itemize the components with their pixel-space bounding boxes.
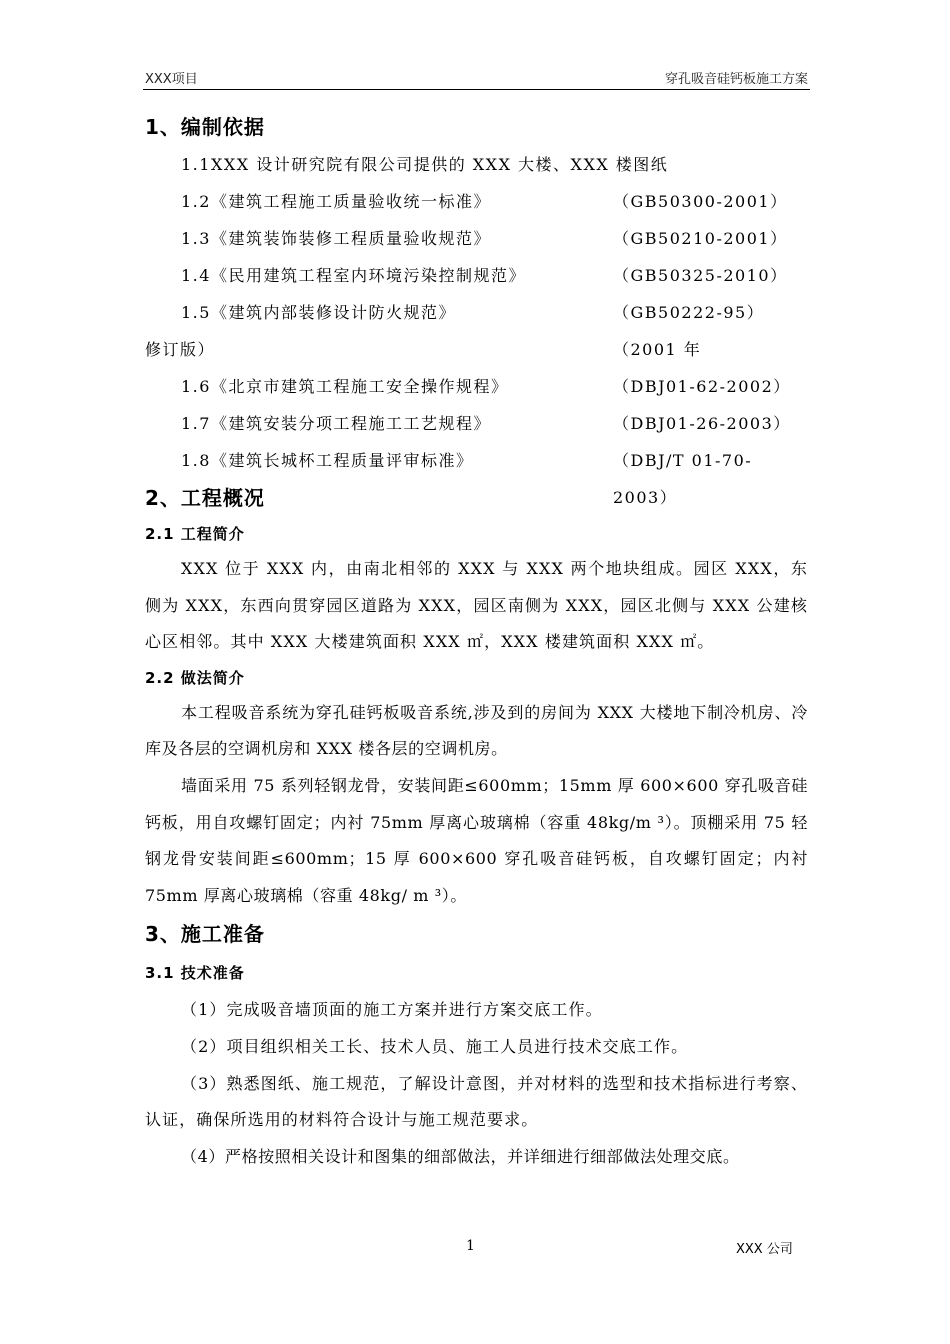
basis-item-code: （GB50210-2001） xyxy=(613,229,788,248)
basis-item-text: 1.7《建筑安装分项工程施工工艺规程》 xyxy=(181,414,491,433)
section-3-title: 3、施工准备 xyxy=(145,922,265,947)
basis-item-1: 1.1XXX 设计研究院有限公司提供的 XXX 大楼、XXX 楼图纸 xyxy=(181,155,669,174)
basis-item-code: （DBJ01-62-2002） xyxy=(613,377,791,396)
project-intro-paragraph: XXX 位于 XXX 内，由南北相邻的 XXX 与 XXX 两个地块组成。园区 XXX，东侧为 XXX，东西向贯穿园区道路为 XXX，园区南侧为 XXX，园区北侧与 XXX 公建核心区相邻。其中 XXX 大楼建筑面积 XXX ㎡，XXX 楼建筑面积 XXX ㎡。 xyxy=(145,559,808,652)
basis-item-text: 1.2《建筑工程施工质量验收统一标准》 xyxy=(181,192,491,211)
basis-item-4 xyxy=(145,257,808,294)
page-body xyxy=(145,108,808,1175)
basis-item-code: （DBJ/T 01-70-2003） xyxy=(613,451,753,507)
tech-prep-item-1: （1）完成吸音墙顶面的施工方案并进行方案交底工作。 xyxy=(181,1000,603,1020)
footer-company: XXX 公司 xyxy=(736,1242,793,1257)
basis-item-text: 1.6《北京市建筑工程施工安全操作规程》 xyxy=(181,377,509,396)
basis-item-text: 1.3《建筑装饰装修工程质量验收规范》 xyxy=(181,229,491,248)
basis-item-2 xyxy=(145,183,808,220)
tech-prep-item-2: （2）项目组织相关工长、技术人员、施工人员进行技术交底工作。 xyxy=(181,1036,689,1056)
basis-item-5-continued: 修订版） xyxy=(145,340,216,359)
page-number: 1 xyxy=(466,1238,475,1254)
method-paragraph-2: 墙面采用 75 系列轻钢龙骨，安装间距≤600mm；15mm 厚 600×600 穿孔吸音硅钙板，用自攻螺钉固定；内衬 75mm 厚离心玻璃棉（容重 48kg/m ³）。顶棚采用 75 轻钢龙骨安装间距≤600mm；15 厚 600×600 穿孔吸音硅钙板，自攻螺钉固定；内衬 75mm 厚离心玻璃棉（容重 48kg/ m ³）。 xyxy=(145,775,808,905)
section-2-title: 2、工程概况 xyxy=(145,486,265,510)
subsection-3-1-title: 3.1 技术准备 xyxy=(145,964,245,983)
basis-item-text: 1.4《民用建筑工程室内环境污染控制规范》 xyxy=(181,266,526,285)
subsection-2-1-title: 2.1 工程简介 xyxy=(145,525,245,543)
tech-prep-item-3: （3）熟悉图纸、施工规范，了解设计意图，并对材料的选型和技术指标进行考察、认证，确保所选用的材料符合设计与施工规范要求。 xyxy=(145,1073,808,1130)
header-doc-title: 穿孔吸音硅钙板施工方案 xyxy=(664,72,808,87)
section-1-title: 1、编制依据 xyxy=(145,115,265,139)
header-project: XXX项目 xyxy=(145,72,198,87)
header-rule xyxy=(143,89,810,90)
basis-item-text: 1.8《建筑长城杯工程质量评审标准》 xyxy=(181,451,474,470)
basis-item-code: （GB50325-2010） xyxy=(613,266,788,285)
method-paragraph-1: 本工程吸音系统为穿孔硅钙板吸音系统,涉及到的房间为 XXX 大楼地下制冷机房、冷库及各层的空调机房和 XXX 楼各层的空调机房。 xyxy=(145,702,808,759)
basis-item-6 xyxy=(145,368,808,405)
basis-item-code: （GB50300-2001） xyxy=(613,192,788,211)
basis-item-text: 1.5《建筑内部装修设计防火规范》 xyxy=(181,303,456,322)
basis-item-code: （GB50222-95）（2001 年 xyxy=(613,303,765,359)
tech-prep-item-4: （4）严格按照相关设计和图集的细部做法，并详细进行细部做法处理交底。 xyxy=(181,1146,740,1166)
subsection-2-2-title: 2.2 做法简介 xyxy=(145,668,245,687)
basis-item-3 xyxy=(145,220,808,257)
basis-item-code: （DBJ01-26-2003） xyxy=(613,414,791,433)
basis-item-7 xyxy=(145,405,808,442)
